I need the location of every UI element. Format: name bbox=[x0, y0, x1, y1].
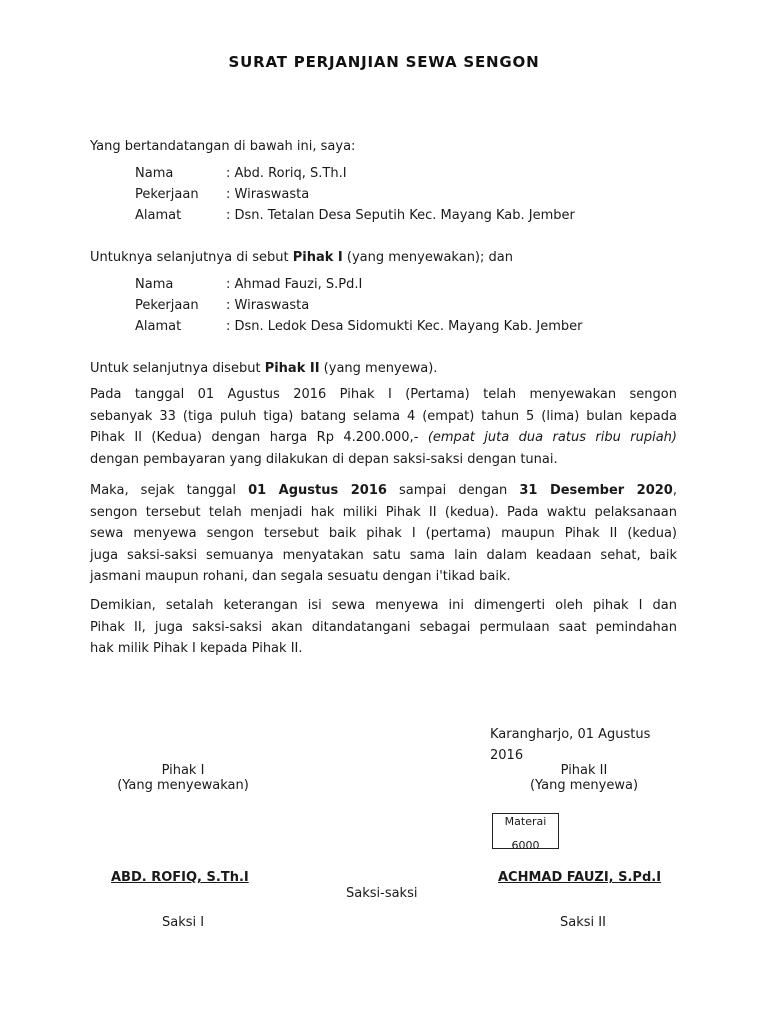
paragraph-line: Pihak II, juga saksi-saksi akan ditandatangani sebagai permulaan saat pemindahan bbox=[90, 619, 677, 635]
party2-name-label: Nama bbox=[135, 277, 174, 292]
witness1-label: Saksi I bbox=[162, 915, 205, 930]
paragraph-line: Demikian, setalah keterangan isi sewa menyewa ini dimengerti oleh pihak I dan bbox=[90, 598, 677, 613]
party1-name-label: Nama bbox=[135, 166, 174, 181]
paragraph-ownership bbox=[90, 480, 677, 588]
party2-role: Pihak II bbox=[560, 763, 608, 778]
party1-role: Pihak I bbox=[161, 763, 205, 778]
stamp-label: Materai bbox=[504, 815, 547, 828]
party2-role-desc: (Yang menyewa) bbox=[529, 778, 639, 793]
paragraph-line: juga saksi-saksi semuanya menyatakan satu sama lain dalam keadaan sehat, baik bbox=[90, 547, 677, 563]
stamp-value: 6000 bbox=[511, 839, 540, 849]
party1-address-label: Alamat bbox=[135, 208, 182, 223]
paragraph-line: jasmani maupun rohani, dan segala sesuatu dengan i'tikad baik. bbox=[90, 569, 511, 584]
paragraph-rental-terms bbox=[90, 384, 677, 470]
place-date-line2: 2016 bbox=[490, 748, 524, 763]
paragraph-line: Pada tanggal 01 Agustus 2016 Pihak I (Pertama) telah menyewakan sengon bbox=[90, 387, 677, 402]
place-date-line1: Karangharjo, 01 Agustus bbox=[490, 727, 651, 742]
party1-job-value: : Wiraswasta bbox=[226, 187, 310, 202]
party1-job-label: Pekerjaan bbox=[135, 187, 199, 202]
paragraph-line: sebanyak 33 (tiga puluh tiga) batang selama 4 (empat) tahun 5 (lima) bulan kepada bbox=[90, 408, 677, 424]
party2-signatory-name: ACHMAD FAUZI, S.Pd.I bbox=[498, 870, 662, 885]
party1-name-value: : Abd. Roriq, S.Th.I bbox=[226, 166, 347, 181]
party2-address-value: : Dsn. Ledok Desa Sidomukti Kec. Mayang Kab. Jember bbox=[226, 319, 583, 334]
party1-role-desc: (Yang menyewakan) bbox=[117, 778, 249, 793]
party2-name-value: : Ahmad Fauzi, S.Pd.I bbox=[226, 277, 363, 292]
party2-address-label: Alamat bbox=[135, 319, 182, 334]
paragraph-line: dengan pembayaran yang dilakukan di depan saksi-saksi dengan tunai. bbox=[90, 451, 558, 467]
party1-designation: Untuknya selanjutnya di sebut Pihak I (yang menyewakan); dan bbox=[90, 250, 513, 265]
document-title: SURAT PERJANJIAN SEWA SENGON bbox=[228, 53, 540, 71]
party1-signatory-name: ABD. ROFIQ, S.Th.I bbox=[111, 870, 249, 885]
paragraph-line: Maka, sejak tanggal 01 Agustus 2016 sampai dengan 31 Desember 2020, bbox=[90, 483, 677, 498]
stamp-duty-box bbox=[492, 813, 559, 849]
intro-text: Yang bertandatangan di bawah ini, saya: bbox=[90, 139, 356, 154]
party1-address-value: : Dsn. Tetalan Desa Seputih Kec. Mayang Kab. Jember bbox=[226, 208, 575, 223]
paragraph-line: hak milik Pihak I kepada Pihak II. bbox=[90, 641, 303, 656]
witness2-label: Saksi II bbox=[560, 915, 606, 930]
paragraph-closing bbox=[90, 595, 677, 660]
paragraph-line: sewa menyewa sengon tersebut baik pihak I (pertama) maupun Pihak II (kedua) bbox=[90, 526, 677, 541]
party2-designation: Untuk selanjutnya disebut Pihak II (yang menyewa). bbox=[90, 361, 438, 376]
party2-job-label: Pekerjaan bbox=[135, 298, 199, 313]
witnesses-heading: Saksi-saksi bbox=[346, 886, 418, 901]
party2-job-value: : Wiraswasta bbox=[226, 298, 310, 313]
paragraph-line: Pihak II (Kedua) dengan harga Rp 4.200.000,- (empat juta dua ratus ribu rupiah) bbox=[90, 430, 677, 445]
paragraph-line: sengon tersebut telah menjadi hak miliki Pihak II (kedua). Pada waktu pelaksanaan bbox=[90, 504, 677, 520]
